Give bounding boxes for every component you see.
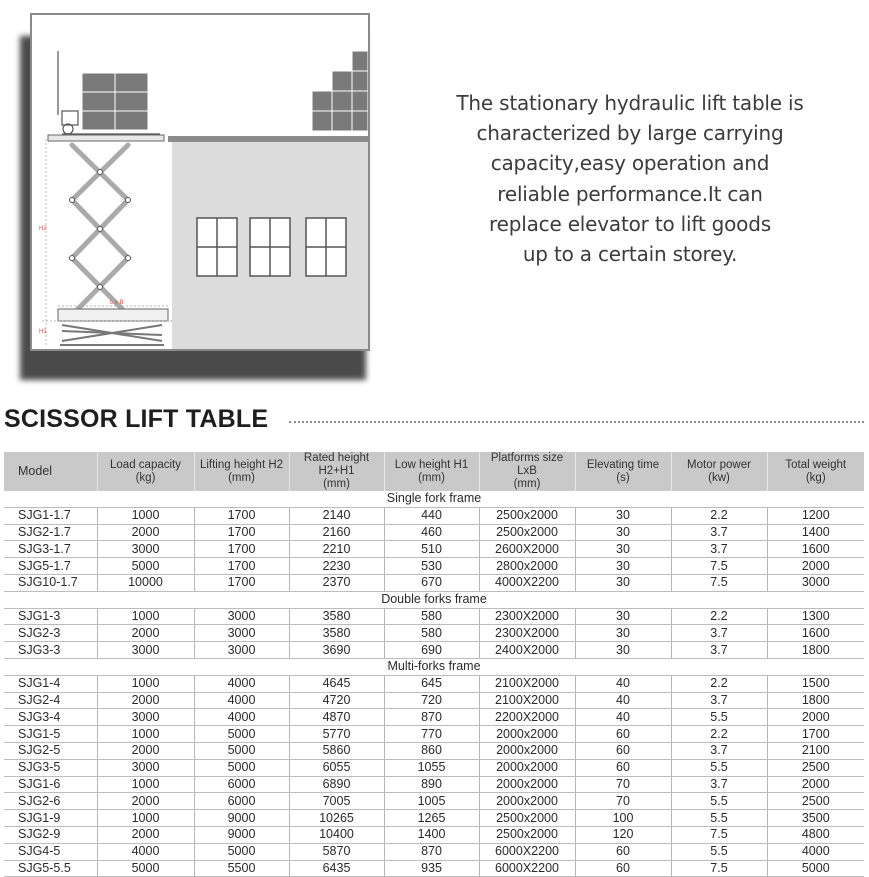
table-cell: 2000	[97, 524, 194, 541]
table-cell: 2500	[767, 759, 864, 776]
table-row	[4, 558, 864, 575]
table-cell: 1400	[767, 524, 864, 541]
column-header-title: Elevating time	[586, 458, 660, 471]
table-cell: 3.7	[671, 642, 767, 659]
roof-boxes	[312, 51, 368, 131]
table-cell: 460	[384, 524, 479, 541]
table-cell: 2210	[289, 541, 384, 558]
table-cell: 5.5	[671, 759, 767, 776]
table-cell: 2230	[289, 558, 384, 575]
table-cell: 1055	[384, 759, 479, 776]
table-cell: 1300	[767, 608, 864, 625]
table-row	[4, 726, 864, 743]
table-cell: 2100X2000	[479, 675, 575, 692]
table-cell: 4000	[97, 843, 194, 860]
table-cell: 2000x2000	[479, 742, 575, 759]
table-cell: 60	[575, 742, 671, 759]
column-header-title: Model	[18, 464, 53, 478]
table-cell: 2100	[767, 742, 864, 759]
table-cell: 30	[575, 507, 671, 524]
table-cell: 2500x2000	[479, 826, 575, 843]
title-dotted-rule	[289, 421, 864, 423]
table-cell: 6000	[194, 793, 289, 810]
table-row	[4, 759, 864, 776]
column-header-unit: (kw)	[708, 471, 730, 484]
column-header-title: Low height H1	[394, 458, 469, 471]
table-cell: 5500	[194, 860, 289, 877]
model-cell: SJG3-4	[4, 709, 97, 726]
table-cell: 1400	[384, 826, 479, 843]
table-cell: 7.5	[671, 826, 767, 843]
model-cell: SJG2-4	[4, 692, 97, 709]
table-cell: 5770	[289, 726, 384, 743]
table-cell: 60	[575, 860, 671, 877]
table-cell: 3.7	[671, 692, 767, 709]
table-cell: 645	[384, 675, 479, 692]
column-header	[671, 452, 767, 491]
product-description	[430, 88, 830, 269]
table-cell: 5870	[289, 843, 384, 860]
table-cell: 580	[384, 608, 479, 625]
model-cell: SJG5-1.7	[4, 558, 97, 575]
table-cell: 1600	[767, 625, 864, 642]
table-cell: 70	[575, 776, 671, 793]
column-header	[4, 452, 97, 491]
description-line: The stationary hydraulic lift table is	[456, 91, 804, 115]
illustration-frame	[30, 13, 370, 351]
table-cell: 30	[575, 541, 671, 558]
table-cell: 2500x2000	[479, 524, 575, 541]
table-body	[4, 491, 864, 877]
table-cell: 530	[384, 558, 479, 575]
group-row	[4, 591, 864, 608]
table-cell: 3000	[97, 541, 194, 558]
table-cell: 2100X2000	[479, 692, 575, 709]
column-header-unit: (mm)	[228, 471, 255, 484]
model-cell: SJG3-5	[4, 759, 97, 776]
table-cell: 1000	[97, 675, 194, 692]
model-cell: SJG10-1.7	[4, 574, 97, 591]
table-cell: 4000	[194, 709, 289, 726]
table-header-row	[4, 452, 864, 491]
table-cell: 30	[575, 608, 671, 625]
pallet-boxes	[82, 73, 148, 130]
table-cell: 2.2	[671, 675, 767, 692]
table-cell: 1700	[194, 524, 289, 541]
model-cell: SJG2-6	[4, 793, 97, 810]
column-header-title: Rated height H2+H1	[303, 452, 370, 477]
table-cell: 1500	[767, 675, 864, 692]
model-cell: SJG2-5	[4, 742, 97, 759]
column-header	[479, 452, 575, 491]
column-header-unit: (s)	[616, 471, 630, 484]
column-header-unit: (kg)	[805, 471, 826, 484]
table-row	[4, 843, 864, 860]
table-cell: 3580	[289, 625, 384, 642]
table-row	[4, 709, 864, 726]
table-cell: 4000	[194, 675, 289, 692]
table-row	[4, 608, 864, 625]
table-cell: 7005	[289, 793, 384, 810]
lift-platform-top	[48, 135, 164, 141]
table-cell: 510	[384, 541, 479, 558]
table-cell: 3500	[767, 810, 864, 827]
table-cell: 3.7	[671, 625, 767, 642]
table-cell: 70	[575, 793, 671, 810]
table-cell: 440	[384, 507, 479, 524]
table-cell: 3000	[97, 759, 194, 776]
table-cell: 2370	[289, 574, 384, 591]
table-cell: 60	[575, 759, 671, 776]
model-cell: SJG4-5	[4, 843, 97, 860]
column-header-title: Platforms size LxB	[490, 452, 564, 477]
table-cell: 2800x2000	[479, 558, 575, 575]
table-cell: 1000	[97, 726, 194, 743]
table-cell: 2160	[289, 524, 384, 541]
spec-table	[4, 452, 864, 877]
table-cell: 6435	[289, 860, 384, 877]
group-label: Single fork frame	[4, 491, 864, 507]
table-cell: 3000	[194, 625, 289, 642]
table-cell: 2000	[767, 709, 864, 726]
model-cell: SJG1-3	[4, 608, 97, 625]
table-cell: 30	[575, 642, 671, 659]
model-cell: SJG5-5.5	[4, 860, 97, 877]
table-cell: 1800	[767, 642, 864, 659]
group-label: Multi-forks frame	[4, 658, 864, 675]
table-cell: 1600	[767, 541, 864, 558]
table-cell: 5000	[97, 558, 194, 575]
table-cell: 2000x2000	[479, 726, 575, 743]
model-cell: SJG3-1.7	[4, 541, 97, 558]
table-cell: 60	[575, 843, 671, 860]
table-cell: 4870	[289, 709, 384, 726]
table-row	[4, 742, 864, 759]
table-cell: 4720	[289, 692, 384, 709]
table-cell: 6000	[194, 776, 289, 793]
table-row	[4, 524, 864, 541]
table-cell: 1005	[384, 793, 479, 810]
description-line: characterized by large carrying	[476, 121, 784, 146]
table-cell: 3.7	[671, 541, 767, 558]
table-cell: 120	[575, 826, 671, 843]
table-cell: 1700	[194, 507, 289, 524]
table-cell: 5000	[194, 726, 289, 743]
table-cell: 1800	[767, 692, 864, 709]
table-cell: 5.5	[671, 793, 767, 810]
table-cell: 580	[384, 625, 479, 642]
column-header	[767, 452, 864, 491]
model-cell: SJG1-1.7	[4, 507, 97, 524]
table-cell: 3000	[767, 574, 864, 591]
table-cell: 40	[575, 692, 671, 709]
table-cell: 9000	[194, 810, 289, 827]
table-cell: 30	[575, 524, 671, 541]
table-cell: 2500	[767, 793, 864, 810]
table-row	[4, 860, 864, 877]
table-cell: 2300X2000	[479, 625, 575, 642]
table-cell: 5000	[194, 759, 289, 776]
scissor-base	[60, 325, 164, 345]
table-cell: 5000	[97, 860, 194, 877]
table-cell: 9000	[194, 826, 289, 843]
table-cell: 2000x2000	[479, 793, 575, 810]
description-line: up to a certain storey.	[522, 242, 738, 267]
table-cell: 2000	[97, 742, 194, 759]
table-cell: 1700	[194, 558, 289, 575]
table-cell: 2000	[767, 776, 864, 793]
table-cell: 10400	[289, 826, 384, 843]
table-cell: 6000X2200	[479, 860, 575, 877]
table-cell: 2500x2000	[479, 810, 575, 827]
table-cell: 4000	[194, 692, 289, 709]
description-line: replace elevator to lift goods	[489, 211, 771, 236]
model-cell: SJG2-1.7	[4, 524, 97, 541]
column-header-unit: (mm)	[323, 478, 350, 490]
model-cell: SJG2-9	[4, 826, 97, 843]
table-cell: 2.2	[671, 608, 767, 625]
table-cell: 2200X2000	[479, 709, 575, 726]
table-cell: 40	[575, 675, 671, 692]
column-header-unit: (kg)	[135, 471, 156, 484]
table-cell: 1700	[194, 541, 289, 558]
table-row	[4, 810, 864, 827]
table-cell: 870	[384, 709, 479, 726]
column-header-title: Motor power	[687, 458, 751, 471]
table-cell: 2000	[97, 793, 194, 810]
column-header	[289, 452, 384, 491]
table-cell: 3000	[194, 642, 289, 659]
table-row	[4, 675, 864, 692]
table-cell: 2000	[767, 558, 864, 575]
table-row	[4, 642, 864, 659]
table-cell: 1000	[97, 810, 194, 827]
table-cell: 860	[384, 742, 479, 759]
column-header	[194, 452, 289, 491]
table-cell: 7.5	[671, 558, 767, 575]
h2-label: H2	[39, 226, 47, 232]
table-cell: 2.2	[671, 507, 767, 524]
table-cell: 2000x2000	[479, 759, 575, 776]
column-header-title: Lifting height H2	[199, 458, 284, 471]
table-cell: 870	[384, 843, 479, 860]
table-row	[4, 625, 864, 642]
model-cell: SJG1-4	[4, 675, 97, 692]
table-cell: 3580	[289, 608, 384, 625]
group-label: Double forks frame	[4, 591, 864, 608]
table-cell: 5000	[767, 860, 864, 877]
table-row	[4, 507, 864, 524]
table-cell: 4000X2200	[479, 574, 575, 591]
table-cell: 30	[575, 625, 671, 642]
table-row	[4, 574, 864, 591]
table-cell: 3.7	[671, 776, 767, 793]
table-cell: 6000X2200	[479, 843, 575, 860]
lift-table-illustration	[8, 12, 380, 380]
table-cell: 2500x2000	[479, 507, 575, 524]
model-cell: SJG3-3	[4, 642, 97, 659]
table-cell: 30	[575, 574, 671, 591]
table-cell: 5000	[194, 742, 289, 759]
table-cell: 4000	[767, 843, 864, 860]
table-cell: 2600X2000	[479, 541, 575, 558]
table-cell: 1200	[767, 507, 864, 524]
table-cell: 3.7	[671, 524, 767, 541]
table-cell: 1000	[97, 507, 194, 524]
table-cell: 3000	[97, 709, 194, 726]
h1-label: H1	[39, 329, 47, 335]
table-cell: 6890	[289, 776, 384, 793]
table-row	[4, 793, 864, 810]
table-cell: 935	[384, 860, 479, 877]
table-cell: 6055	[289, 759, 384, 776]
column-header-unit: (mm)	[418, 471, 445, 484]
table-cell: 2000	[97, 826, 194, 843]
table-cell: 10265	[289, 810, 384, 827]
table-cell: 3000	[194, 608, 289, 625]
table-cell: 4800	[767, 826, 864, 843]
table-cell: 5.5	[671, 709, 767, 726]
table-cell: 2000	[97, 692, 194, 709]
group-row	[4, 491, 864, 507]
table-cell: 2000x2000	[479, 776, 575, 793]
group-row	[4, 658, 864, 675]
column-header-title: Total weight	[785, 458, 847, 471]
table-cell: 2300X2000	[479, 608, 575, 625]
table-cell: 2000	[97, 625, 194, 642]
table-cell: 1265	[384, 810, 479, 827]
table-cell: 690	[384, 642, 479, 659]
table-row	[4, 692, 864, 709]
table-row	[4, 541, 864, 558]
table-cell: 1000	[97, 776, 194, 793]
description-line: reliable performance.It can	[497, 181, 763, 206]
table-cell: 1000	[97, 608, 194, 625]
model-cell: SJG2-3	[4, 625, 97, 642]
column-header-title: Load capacity	[110, 458, 181, 471]
table-cell: 670	[384, 574, 479, 591]
table-cell: 3.7	[671, 742, 767, 759]
building-windows	[197, 218, 346, 276]
column-header-unit: (mm)	[513, 478, 541, 490]
table-cell: 720	[384, 692, 479, 709]
table-cell: 40	[575, 709, 671, 726]
table-cell: 2140	[289, 507, 384, 524]
table-cell: 7.5	[671, 860, 767, 877]
section-title: SCISSOR LIFT TABLE	[4, 405, 269, 433]
table-cell: 4645	[289, 675, 384, 692]
table-cell: 890	[384, 776, 479, 793]
table-cell: 2400X2000	[479, 642, 575, 659]
table-cell: 5000	[194, 843, 289, 860]
model-cell: SJG1-6	[4, 776, 97, 793]
table-cell: 30	[575, 558, 671, 575]
table-cell: 5.5	[671, 810, 767, 827]
lxb-label: L x B	[110, 300, 124, 306]
description-line: capacity,easy operation and	[490, 151, 770, 176]
column-header	[97, 452, 194, 491]
table-cell: 2.2	[671, 726, 767, 743]
table-cell: 10000	[97, 574, 194, 591]
table-row	[4, 776, 864, 793]
table-cell: 100	[575, 810, 671, 827]
model-cell: SJG1-5	[4, 726, 97, 743]
model-cell: SJG1-9	[4, 810, 97, 827]
table-cell: 3690	[289, 642, 384, 659]
table-cell: 1700	[194, 574, 289, 591]
column-header	[575, 452, 671, 491]
building-roof	[168, 136, 368, 142]
table-cell: 770	[384, 726, 479, 743]
column-header	[384, 452, 479, 491]
table-cell: 1700	[767, 726, 864, 743]
scissor-lift-drawing	[32, 15, 368, 349]
lowered-platform	[58, 309, 168, 321]
scissor-pivots	[70, 170, 131, 290]
table-cell: 5860	[289, 742, 384, 759]
table-cell: 5.5	[671, 843, 767, 860]
table-row	[4, 826, 864, 843]
table-cell: 3000	[97, 642, 194, 659]
table-cell: 7.5	[671, 574, 767, 591]
table-cell: 60	[575, 726, 671, 743]
